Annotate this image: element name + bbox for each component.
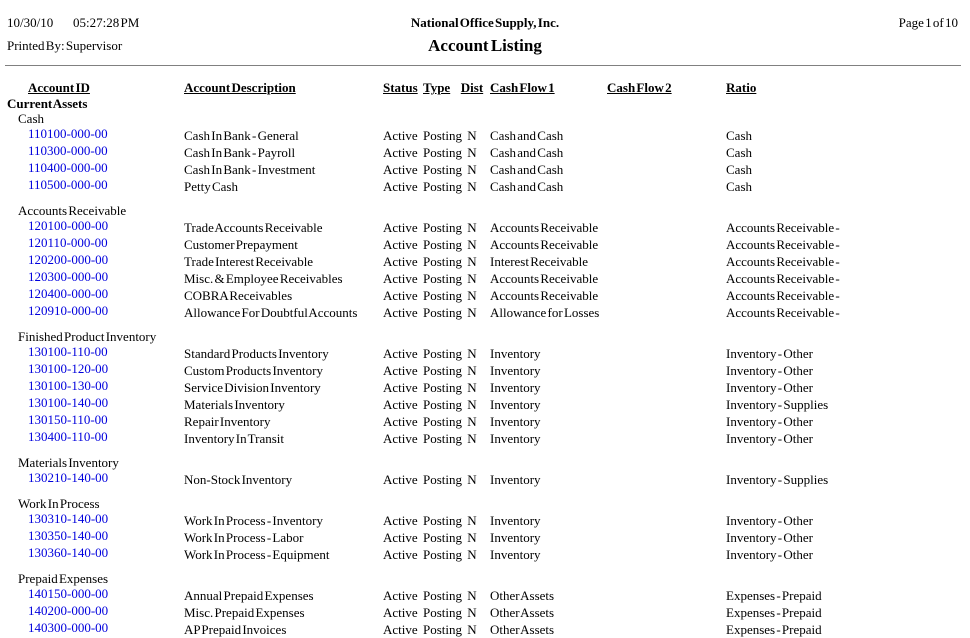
ratio-value: Accounts Receivable - xyxy=(726,271,840,286)
dist-value: N xyxy=(467,220,477,235)
status-value: Active xyxy=(383,380,418,395)
cash-flow-1-value: Interest Receivable xyxy=(490,254,588,269)
cash-flow-1-value: Other Assets xyxy=(490,588,555,603)
dist-value: N xyxy=(467,346,477,361)
ratio-value: Accounts Receivable - xyxy=(726,254,840,269)
type-value: Posting xyxy=(423,254,463,269)
dist-value: N xyxy=(467,305,477,320)
ratio-value: Accounts Receivable - xyxy=(726,237,840,252)
column-header-row xyxy=(0,80,970,96)
account-row xyxy=(0,304,970,321)
type-value: Posting xyxy=(423,513,463,528)
account-section xyxy=(0,571,970,638)
account-description: Customer Prepayment xyxy=(184,237,298,252)
cash-flow-1-value: Inventory xyxy=(490,431,541,446)
cash-flow-1-value: Inventory xyxy=(490,397,541,412)
column-header-ratio: Ratio xyxy=(726,80,757,95)
account-id-link[interactable]: 110100-000-00 xyxy=(28,126,108,141)
ratio-value: Inventory - Other xyxy=(726,346,813,361)
dist-value: N xyxy=(467,254,477,269)
account-section xyxy=(0,203,970,321)
account-row xyxy=(0,362,970,379)
status-value: Active xyxy=(383,237,418,252)
account-section xyxy=(0,329,970,447)
account-id-link[interactable]: 120400-000-00 xyxy=(28,286,109,301)
account-description: COBRA Receivables xyxy=(184,288,293,303)
dist-value: N xyxy=(467,472,477,487)
status-value: Active xyxy=(383,271,418,286)
account-id-link[interactable]: 120910-000-00 xyxy=(28,303,109,318)
account-description: AP Prepaid Invoices xyxy=(184,622,287,637)
dist-value: N xyxy=(467,530,477,545)
account-description: Cash In Bank - Investment xyxy=(184,162,316,177)
status-value: Active xyxy=(383,220,418,235)
type-value: Posting xyxy=(423,530,463,545)
account-row xyxy=(0,621,970,638)
account-description: Petty Cash xyxy=(184,179,238,194)
account-id-link[interactable]: 120200-000-00 xyxy=(28,252,109,267)
account-row xyxy=(0,161,970,178)
status-value: Active xyxy=(383,363,418,378)
ratio-value: Cash xyxy=(726,162,752,177)
section-title: Materials Inventory xyxy=(18,455,119,470)
account-id-link[interactable]: 130310-140-00 xyxy=(28,511,109,526)
account-description: Repair Inventory xyxy=(184,414,271,429)
cash-flow-1-value: Accounts Receivable xyxy=(490,288,599,303)
status-value: Active xyxy=(383,622,418,637)
status-value: Active xyxy=(383,305,418,320)
ratio-value: Accounts Receivable - xyxy=(726,305,840,320)
account-description: Service Division Inventory xyxy=(184,380,321,395)
account-description: Work In Process - Inventory xyxy=(184,513,323,528)
column-header-account-description: Account Description xyxy=(184,80,296,95)
type-value: Posting xyxy=(423,588,463,603)
account-id-link[interactable]: 120100-000-00 xyxy=(28,218,109,233)
ratio-value: Inventory - Other xyxy=(726,380,813,395)
account-id-link[interactable]: 140300-000-00 xyxy=(28,620,109,635)
table-body xyxy=(0,96,970,638)
dist-value: N xyxy=(467,179,477,194)
type-value: Posting xyxy=(423,271,463,286)
type-value: Posting xyxy=(423,622,463,637)
account-description: Materials Inventory xyxy=(184,397,285,412)
company-name: National Office Supply, Inc. xyxy=(410,15,560,30)
cash-flow-1-value: Cash and Cash xyxy=(490,162,564,177)
cash-flow-1-value: Other Assets xyxy=(490,605,555,620)
account-id-link[interactable]: 120300-000-00 xyxy=(28,269,109,284)
type-value: Posting xyxy=(423,605,463,620)
type-value: Posting xyxy=(423,346,463,361)
status-value: Active xyxy=(383,472,418,487)
cash-flow-1-value: Cash and Cash xyxy=(490,128,564,143)
cash-flow-1-value: Inventory xyxy=(490,530,541,545)
dist-value: N xyxy=(467,271,477,286)
account-row xyxy=(0,127,970,144)
status-value: Active xyxy=(383,414,418,429)
account-row xyxy=(0,219,970,236)
account-description: Trade Accounts Receivable xyxy=(184,220,323,235)
cash-flow-1-value: Inventory xyxy=(490,346,541,361)
account-description: Custom Products Inventory xyxy=(184,363,323,378)
account-description: Cash In Bank - Payroll xyxy=(184,145,296,160)
column-header-status: Status xyxy=(383,80,418,95)
type-value: Posting xyxy=(423,237,463,252)
ratio-value: Expenses - Prepaid xyxy=(726,605,822,620)
dist-value: N xyxy=(467,622,477,637)
account-row xyxy=(0,413,970,430)
dist-value: N xyxy=(467,288,477,303)
account-id-link[interactable]: 130100-110-00 xyxy=(28,344,108,359)
account-description: Misc. & Employee Receivables xyxy=(184,271,343,286)
account-id-link[interactable]: 130100-120-00 xyxy=(28,361,109,376)
dist-value: N xyxy=(467,128,477,143)
dist-value: N xyxy=(467,237,477,252)
cash-flow-1-value: Accounts Receivable xyxy=(490,271,599,286)
section-title: Finished Product Inventory xyxy=(18,329,157,344)
ratio-value: Cash xyxy=(726,128,752,143)
account-description: Work In Process - Labor xyxy=(184,530,304,545)
status-value: Active xyxy=(383,254,418,269)
account-row xyxy=(0,379,970,396)
group-title: Current Assets xyxy=(7,96,88,111)
status-value: Active xyxy=(383,513,418,528)
ratio-value: Inventory - Other xyxy=(726,530,813,545)
account-row xyxy=(0,253,970,270)
account-description: Trade Interest Receivable xyxy=(184,254,314,269)
cash-flow-1-value: Inventory xyxy=(490,380,541,395)
type-value: Posting xyxy=(423,128,463,143)
status-value: Active xyxy=(383,431,418,446)
ratio-value: Inventory - Other xyxy=(726,547,813,562)
account-id-link[interactable]: 140200-000-00 xyxy=(28,603,109,618)
section-title: Accounts Receivable xyxy=(18,203,127,218)
account-description: Work In Process - Equipment xyxy=(184,547,330,562)
account-description: Non-Stock Inventory xyxy=(184,472,293,487)
dist-value: N xyxy=(467,145,477,160)
dist-value: N xyxy=(467,162,477,177)
report-title: Account Listing xyxy=(428,36,542,55)
account-row xyxy=(0,287,970,304)
type-value: Posting xyxy=(423,363,463,378)
cash-flow-1-value: Allowance for Losses xyxy=(490,305,600,320)
status-value: Active xyxy=(383,605,418,620)
status-value: Active xyxy=(383,288,418,303)
account-section xyxy=(0,455,970,488)
account-row xyxy=(0,270,970,287)
cash-flow-1-value: Inventory xyxy=(490,472,541,487)
type-value: Posting xyxy=(423,547,463,562)
type-value: Posting xyxy=(423,162,463,177)
dist-value: N xyxy=(467,547,477,562)
printed-by: Printed By: Supervisor xyxy=(7,38,123,53)
type-value: Posting xyxy=(423,397,463,412)
dist-value: N xyxy=(467,380,477,395)
ratio-value: Inventory - Other xyxy=(726,431,813,446)
account-id-link[interactable]: 110500-000-00 xyxy=(28,177,108,192)
ratio-value: Cash xyxy=(726,145,752,160)
status-value: Active xyxy=(383,179,418,194)
dist-value: N xyxy=(467,605,477,620)
account-description: Annual Prepaid Expenses xyxy=(184,588,314,603)
type-value: Posting xyxy=(423,380,463,395)
column-header-account-id: Account ID xyxy=(28,80,90,95)
account-description: Inventory In Transit xyxy=(184,431,284,446)
dist-value: N xyxy=(467,414,477,429)
ratio-value: Inventory - Supplies xyxy=(726,397,829,412)
ratio-value: Accounts Receivable - xyxy=(726,220,840,235)
account-row xyxy=(0,396,970,413)
type-value: Posting xyxy=(423,145,463,160)
status-value: Active xyxy=(383,530,418,545)
account-id-link[interactable]: 130350-140-00 xyxy=(28,528,109,543)
column-header-dist: Dist xyxy=(460,80,484,95)
column-header-type: Type xyxy=(423,80,451,95)
ratio-value: Inventory - Other xyxy=(726,513,813,528)
ratio-value: Expenses - Prepaid xyxy=(726,588,822,603)
ratio-value: Inventory - Other xyxy=(726,363,813,378)
account-description: Standard Products Inventory xyxy=(184,346,329,361)
account-row xyxy=(0,512,970,529)
type-value: Posting xyxy=(423,305,463,320)
print-time: 05:27:28 PM xyxy=(73,15,140,30)
account-section xyxy=(0,496,970,563)
account-row xyxy=(0,178,970,195)
dist-value: N xyxy=(467,513,477,528)
account-row xyxy=(0,529,970,546)
account-id-link[interactable]: 130400-110-00 xyxy=(28,429,108,444)
type-value: Posting xyxy=(423,472,463,487)
section-title: Prepaid Expenses xyxy=(18,571,109,586)
type-value: Posting xyxy=(423,220,463,235)
ratio-value: Inventory - Supplies xyxy=(726,472,829,487)
account-description: Misc. Prepaid Expenses xyxy=(184,605,305,620)
cash-flow-1-value: Accounts Receivable xyxy=(490,237,599,252)
dist-value: N xyxy=(467,588,477,603)
status-value: Active xyxy=(383,397,418,412)
sections-container xyxy=(0,111,970,638)
header-divider xyxy=(5,65,961,66)
account-id-link[interactable]: 130100-140-00 xyxy=(28,395,109,410)
account-row xyxy=(0,236,970,253)
cash-flow-1-value: Cash and Cash xyxy=(490,179,564,194)
ratio-value: Expenses - Prepaid xyxy=(726,622,822,637)
status-value: Active xyxy=(383,128,418,143)
account-row xyxy=(0,430,970,447)
cash-flow-1-value: Inventory xyxy=(490,547,541,562)
type-value: Posting xyxy=(423,414,463,429)
account-id-link[interactable]: 130360-140-00 xyxy=(28,545,109,560)
account-row xyxy=(0,144,970,161)
page-number: Page 1 of 10 xyxy=(898,15,958,30)
cash-flow-1-value: Other Assets xyxy=(490,622,555,637)
account-id-link[interactable]: 130150-110-00 xyxy=(28,412,108,427)
section-title: Work In Process xyxy=(18,496,100,511)
account-id-link[interactable]: 110400-000-00 xyxy=(28,160,108,175)
status-value: Active xyxy=(383,145,418,160)
section-title: Cash xyxy=(18,111,44,126)
cash-flow-1-value: Inventory xyxy=(490,363,541,378)
cash-flow-1-value: Cash and Cash xyxy=(490,145,564,160)
account-id-link[interactable]: 130100-130-00 xyxy=(28,378,109,393)
account-id-link[interactable]: 120110-000-00 xyxy=(28,235,108,250)
account-row xyxy=(0,546,970,563)
account-description: Cash In Bank - General xyxy=(184,128,299,143)
account-id-link[interactable]: 130210-140-00 xyxy=(28,470,109,485)
type-value: Posting xyxy=(423,179,463,194)
account-section xyxy=(0,111,970,195)
ratio-value: Inventory - Other xyxy=(726,414,813,429)
dist-value: N xyxy=(467,397,477,412)
account-row xyxy=(0,471,970,488)
status-value: Active xyxy=(383,346,418,361)
account-row xyxy=(0,604,970,621)
type-value: Posting xyxy=(423,431,463,446)
dist-value: N xyxy=(467,431,477,446)
type-value: Posting xyxy=(423,288,463,303)
status-value: Active xyxy=(383,162,418,177)
status-value: Active xyxy=(383,588,418,603)
ratio-value: Cash xyxy=(726,179,752,194)
account-row xyxy=(0,587,970,604)
print-date: 10/30/10 xyxy=(7,15,54,30)
column-header-cash-flow-2: Cash Flow 2 xyxy=(607,80,672,95)
account-id-link[interactable]: 140150-000-00 xyxy=(28,586,109,601)
cash-flow-1-value: Inventory xyxy=(490,414,541,429)
cash-flow-1-value: Accounts Receivable xyxy=(490,220,599,235)
ratio-value: Accounts Receivable - xyxy=(726,288,840,303)
dist-value: N xyxy=(467,363,477,378)
account-id-link[interactable]: 110300-000-00 xyxy=(28,143,108,158)
column-header-cash-flow-1: Cash Flow 1 xyxy=(490,80,555,95)
status-value: Active xyxy=(383,547,418,562)
account-row xyxy=(0,345,970,362)
cash-flow-1-value: Inventory xyxy=(490,513,541,528)
account-description: Allowance For Doubtful Accounts xyxy=(184,305,358,320)
